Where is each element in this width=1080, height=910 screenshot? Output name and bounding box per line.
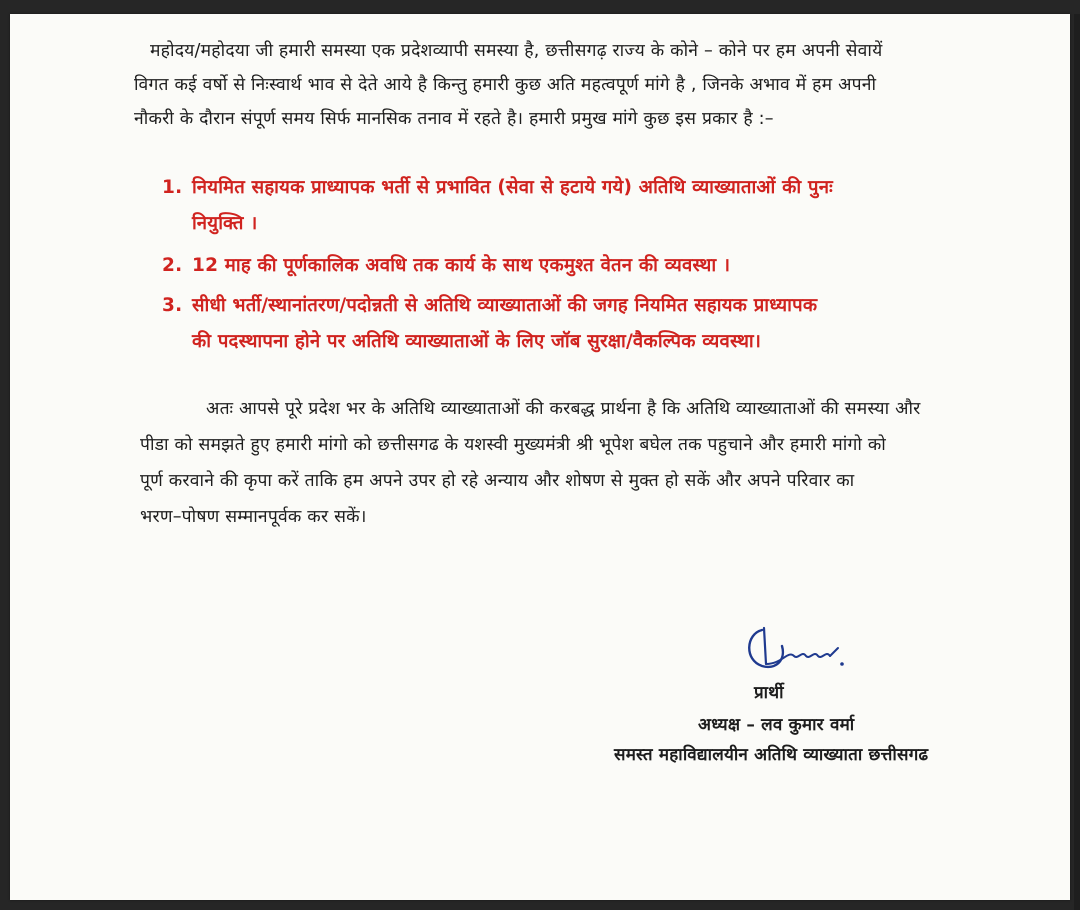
signatory-designation: अध्यक्ष – लव कुमार वर्मा — [698, 715, 855, 735]
scrollbar-edge — [1074, 14, 1080, 910]
demand-number: 2. — [162, 255, 183, 276]
demand-number: 3. — [162, 295, 183, 316]
demand-item-2 — [162, 252, 730, 277]
demand-item-3-continuation: की पदस्थापना होने पर अतिथि व्याख्याताओं के लिए जॉब सुरक्षा/वैकल्पिक व्यवस्था। — [192, 331, 762, 352]
demand-text: सीधी भर्ती/स्थानांतरण/पदोन्नती से अतिथि व्याख्याताओं की जगह नियमित सहायक प्राध्यापक — [192, 295, 818, 316]
demand-item-1 — [162, 174, 833, 199]
closing-line-1: अतः आपसे पूरे प्रदेश भर के अतिथि व्याख्याताओं की करबद्ध प्रार्थना है कि अतिथि व्याख्याताओं की समस्या और — [206, 399, 921, 419]
demand-item-1-continuation: नियुक्ति । — [192, 213, 258, 234]
intro-line-1: महोदय/महोदया जी हमारी समस्या एक प्रदेशव्यापी समस्या है, छत्तीसगढ़ राज्य के कोने – कोने पर हम अपनी सेवायें — [150, 41, 883, 61]
closing-line-3: पूर्ण करवाने की कृपा करें ताकि हम अपने उपर हो रहे अन्याय और शोषण से मुक्त हो सकें और अपने परिवार का — [140, 471, 855, 491]
closing-line-2: पीडा को समझते हुए हमारी मांगो को छत्तीसगढ के यशस्वी मुख्यमंत्री श्री भूपेश बघेल तक पहुचाने और हमारी मांगो को — [140, 435, 886, 455]
demand-item-3 — [162, 292, 817, 317]
closing-line-4: भरण–पोषण सम्मानपूर्वक कर सकें। — [140, 507, 367, 527]
demand-text: 12 माह की पूर्णकालिक अवधि तक कार्य के साथ एकमुश्त वेतन की व्यवस्था । — [192, 255, 731, 276]
signature-image — [742, 620, 852, 682]
intro-line-2: विगत कई वर्षो से निःस्वार्थ भाव से देते आये है किन्तु हमारी कुछ अति महत्वपूर्ण मांगे है , जिनके अभाव में हम अपनी — [134, 75, 877, 95]
signatory-organization: समस्त महाविद्यालयीन अतिथि व्याख्याता छत्तीसगढ — [614, 745, 929, 765]
demand-text: नियमित सहायक प्राध्यापक भर्ती से प्रभावित (सेवा से हटाये गये) अतिथि व्याख्याताओं की पुनः — [192, 177, 833, 198]
signatory-label: प्रार्थी — [754, 683, 784, 703]
document-page — [10, 14, 1070, 900]
demand-number: 1. — [162, 177, 183, 198]
intro-line-3: नौकरी के दौरान संपूर्ण समय सिर्फ मानसिक तनाव में रहते है। हमारी प्रमुख मांगे कुछ इस प्रकार है :– — [134, 109, 774, 129]
